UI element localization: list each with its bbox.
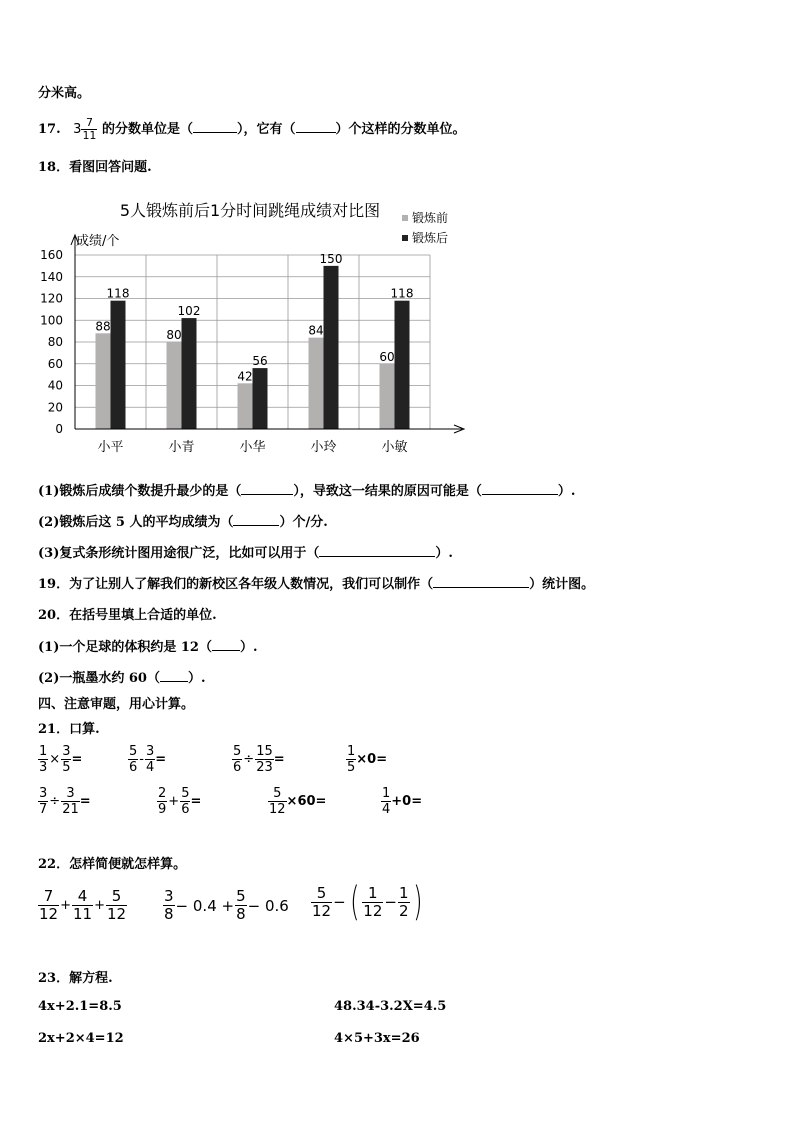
chart-bars — [96, 266, 410, 429]
bar-after — [182, 318, 197, 429]
bar-value-label: 60 — [379, 349, 395, 364]
y-tick-label: 40 — [47, 378, 63, 393]
q21-expr-8: $\frac{1}{4}$ +0= — [382, 786, 423, 817]
x-tick-label: 小玲 — [310, 440, 337, 455]
equation-4: 4×5+3x=26 — [334, 1031, 420, 1046]
q22-expr-3: $\frac{5}{12}$ − ( $\frac{1}{12}$ − $\frac{1}{2}$ ) — [312, 879, 422, 925]
question-22-label: 22．怎样简便就怎样算。 — [38, 857, 187, 872]
legend-swatch — [402, 235, 408, 241]
y-tick-label: 140 — [40, 269, 63, 284]
q18-sub-1: (1)锻炼后成绩个数提升最少的是（ ），导致这一结果的原因可能是（ ）. — [38, 484, 576, 499]
q18-2-blank[interactable] — [233, 513, 279, 526]
chart-title: 5人锻炼前后1分时间跳绳成绩对比图 — [119, 201, 381, 220]
x-tick-label: 小敏 — [381, 440, 408, 455]
equation-3: 2x+2×4=12 — [38, 1031, 124, 1046]
q21-expr-5: $\frac{3}{7}$ ÷ $\frac{3}{21}$ = — [39, 786, 91, 817]
bar-before — [238, 383, 253, 429]
bar-value-label: 56 — [252, 354, 268, 369]
question-17 — [38, 117, 466, 142]
y-tick-label: 120 — [40, 291, 63, 306]
q17-number: 17. — [38, 122, 61, 137]
bar-after — [324, 266, 339, 429]
question-20-label: 20．在括号里填上合适的单位. — [38, 608, 217, 623]
q17-blank-2[interactable] — [296, 120, 336, 133]
chart-x-ticks — [97, 439, 407, 455]
q18-sub-3: (3)复式条形统计图用途很广泛，比如可以用于（ ）. — [38, 546, 453, 561]
q21-expr-7: $\frac{5}{12}$ ×60= — [269, 786, 327, 817]
q21-expr-6: $\frac{2}{9}$ + $\frac{5}{6}$ = — [158, 786, 202, 817]
legend-label: 锻炼后 — [412, 231, 449, 245]
y-tick-label: 60 — [47, 356, 63, 371]
bar-before — [96, 333, 111, 429]
y-tick-label: 20 — [47, 400, 63, 415]
q18-3-blank[interactable] — [319, 544, 435, 557]
section-4-heading: 四、注意审题，用心计算。 — [38, 697, 195, 712]
question-18-label: 18．看图回答问题. — [38, 160, 152, 175]
question-21-label: 21．口算. — [38, 722, 100, 737]
bar-before — [309, 338, 324, 429]
q20-2-blank[interactable] — [160, 669, 188, 682]
q21-expr-4: $\frac{1}{5}$ ×0= — [347, 744, 388, 775]
q18-1-blank-2[interactable] — [482, 482, 558, 495]
q18-sub-2: (2)锻炼后这 5 人的平均成绩为（ ）个/分. — [38, 515, 328, 530]
q17-text3: ）个这样的分数单位。 — [335, 122, 466, 137]
bar-value-label: 88 — [95, 319, 111, 334]
bar-after — [395, 301, 410, 429]
x-tick-label: 小平 — [97, 440, 124, 455]
bar-before — [167, 342, 182, 429]
legend-label: 锻炼前 — [412, 211, 449, 225]
continued-text: 分米高。 — [38, 86, 91, 101]
q17-text1: 的分数单位是（ — [101, 122, 193, 137]
q22-expr-1: $\frac{7}{12}$ + $\frac{4}{11}$ + $\frac{5}{12}$ — [39, 887, 127, 923]
q17-whole: 3 — [73, 122, 82, 137]
q20-sub-2: (2)一瓶墨水约 60（ ）. — [38, 671, 206, 686]
bar-value-label: 80 — [166, 328, 182, 342]
right-paren: ) — [412, 879, 422, 925]
x-tick-label: 小华 — [239, 440, 266, 455]
bar-value-label: 102 — [177, 304, 201, 319]
bar-before — [380, 364, 395, 429]
q18-1-blank-1[interactable] — [241, 482, 293, 495]
question-19: 19．为了让别人了解我们的新校区各年级人数情况，我们可以制作（ ）统计图。 — [38, 577, 595, 592]
question-23-label: 23．解方程. — [38, 971, 113, 986]
x-tick-label: 小青 — [168, 440, 195, 455]
q17-blank-1[interactable] — [193, 120, 237, 133]
y-tick-label: 80 — [47, 335, 63, 349]
q21-expr-1: $\frac{1}{3}$ × $\frac{3}{5}$ = — [39, 744, 83, 775]
y-tick-label: 0 — [55, 422, 63, 436]
chart-legend — [402, 210, 448, 245]
chart-ylabel: 成绩/个 — [76, 234, 120, 249]
bar-value-label: 118 — [106, 286, 130, 301]
left-paren: ( — [349, 879, 360, 925]
bar-value-label: 118 — [390, 286, 414, 301]
q22-expr-2: $\frac{3}{8}$ − 0.4 + $\frac{5}{8}$ − 0.6 — [164, 887, 289, 923]
y-tick-label: 100 — [40, 313, 63, 328]
bar-value-label: 150 — [319, 251, 343, 266]
bar-value-label: 84 — [308, 323, 324, 338]
legend-swatch — [402, 215, 408, 221]
bar-after — [253, 368, 268, 429]
bar-chart — [30, 192, 470, 462]
equation-1: 4x+2.1=8.5 — [38, 999, 122, 1014]
q21-expr-2: $\frac{5}{6}$ - $\frac{3}{4}$ = — [129, 744, 167, 775]
q19-blank[interactable] — [433, 575, 529, 588]
q20-1-blank[interactable] — [212, 638, 240, 651]
q21-expr-3: $\frac{5}{6}$ ÷ $\frac{15}{23}$ = — [233, 744, 285, 775]
chart-y-ticks — [40, 248, 63, 436]
y-tick-label: 160 — [40, 248, 63, 262]
q17-fraction: $\frac{7}{11}$ — [82, 116, 97, 142]
q20-sub-1: (1)一个足球的体积约是 12（ ）. — [38, 640, 258, 655]
bar-value-label: 42 — [237, 369, 253, 384]
bar-after — [111, 301, 126, 429]
q17-text2: ），它有（ — [236, 122, 296, 137]
equation-2: 48.34-3.2X=4.5 — [334, 999, 447, 1014]
